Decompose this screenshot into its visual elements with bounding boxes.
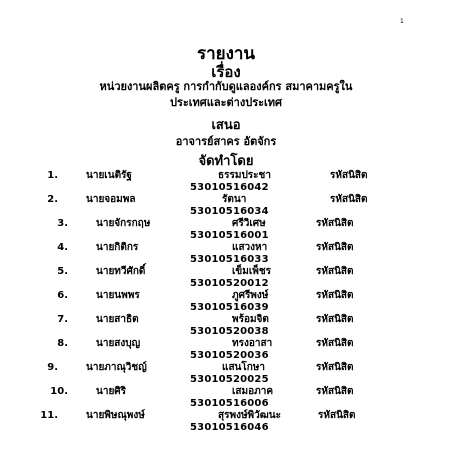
- member-first-name: นายกิติกร: [96, 242, 139, 253]
- student-id: 53010516001: [190, 230, 269, 241]
- member-last-name: ศรีวิเศษ: [232, 218, 266, 229]
- prepared-by-label: จัดทำโดย: [198, 154, 254, 169]
- member-last-name: สุรพงษ์พิวัฒนะ: [218, 410, 281, 421]
- member-last-name: เข็มเพ็ชร: [232, 266, 272, 277]
- student-id: 53010520038: [190, 326, 269, 337]
- page-number: 1: [400, 18, 404, 25]
- student-id: 53010516042: [190, 182, 269, 193]
- member-index: 5.: [57, 266, 68, 277]
- member-row: [0, 242, 452, 266]
- member-last-name: ธรรมประชา: [218, 170, 271, 181]
- member-first-name: นายศิริ: [96, 386, 127, 397]
- member-index: 9.: [47, 362, 58, 373]
- subject-line-2: ประเทศและต่างประเทศ: [169, 96, 282, 109]
- report-title: รายงาน: [196, 44, 256, 64]
- subject-label: เรื่อง: [211, 63, 241, 81]
- member-index: 2.: [47, 194, 58, 205]
- student-id-label: รหัสนิสิต: [316, 314, 354, 325]
- member-last-name: รัตนา: [222, 194, 247, 205]
- member-last-name: ภูศรีพงษ์: [232, 290, 269, 301]
- student-id: 53010516006: [190, 398, 269, 409]
- member-row: [0, 386, 452, 410]
- member-last-name: แสวงหา: [232, 242, 268, 253]
- member-index: 11.: [40, 410, 58, 421]
- member-row: [0, 290, 452, 314]
- student-id-label: รหัสนิสิต: [316, 362, 354, 373]
- member-last-name: แสนโกษา: [222, 362, 266, 373]
- student-id: 53010516039: [190, 302, 269, 313]
- member-first-name: นายเนติรัฐ: [86, 170, 132, 181]
- member-row: [0, 338, 452, 362]
- member-last-name: ทรงอาสา: [232, 338, 273, 349]
- member-last-name: เสมอภาค: [232, 386, 274, 397]
- present-label: เสนอ: [211, 118, 241, 133]
- student-id: 53010516033: [190, 254, 269, 265]
- member-index: 6.: [57, 290, 68, 301]
- member-first-name: นายพิษณุพงษ์: [86, 410, 145, 421]
- student-id-label: รหัสนิสิต: [316, 266, 354, 277]
- member-row: [0, 194, 452, 218]
- subject-line-1: หน่วยงานผลิตครู การกำกับดูแลองค์กร สมาคามครูใน: [99, 80, 353, 93]
- member-index: 7.: [57, 314, 68, 325]
- member-row: [0, 170, 452, 194]
- member-last-name: พร้อมจิต: [232, 314, 269, 325]
- member-list: [0, 170, 452, 434]
- student-id: 53010516034: [190, 206, 269, 217]
- member-row: [0, 362, 452, 386]
- member-first-name: นายจักรกฤษ: [96, 218, 151, 229]
- member-row: [0, 266, 452, 290]
- student-id-label: รหัสนิสิต: [316, 242, 354, 253]
- student-id: 53010520012: [190, 278, 269, 289]
- student-id-label: รหัสนิสิต: [316, 290, 354, 301]
- student-id: 53010516046: [190, 422, 269, 433]
- member-first-name: นายภาณุวิชญ์: [86, 362, 147, 373]
- member-first-name: นายทวีศักดิ์: [96, 266, 146, 277]
- student-id-label: รหัสนิสิต: [316, 386, 354, 397]
- member-first-name: นายนพพร: [96, 290, 140, 301]
- student-id: 53010520036: [190, 350, 269, 361]
- student-id-label: รหัสนิสิต: [330, 170, 368, 181]
- student-id-label: รหัสนิสิต: [316, 338, 354, 349]
- member-row: [0, 410, 452, 434]
- member-index: 4.: [57, 242, 68, 253]
- advisor-name: อาจารย์สาคร อัตจักร: [175, 135, 277, 148]
- student-id-label: รหัสนิสิต: [318, 410, 356, 421]
- member-first-name: นายจอมพล: [86, 194, 136, 205]
- member-index: 8.: [57, 338, 68, 349]
- member-row: [0, 218, 452, 242]
- student-id-label: รหัสนิสิต: [316, 218, 354, 229]
- member-first-name: นายสาธิต: [96, 314, 139, 325]
- member-index: 1.: [47, 170, 58, 181]
- member-first-name: นายสงบุญ: [96, 338, 141, 349]
- member-index: 3.: [57, 218, 68, 229]
- student-id-label: รหัสนิสิต: [330, 194, 368, 205]
- member-row: [0, 314, 452, 338]
- member-index: 10.: [50, 386, 68, 397]
- student-id: 53010520025: [190, 374, 269, 385]
